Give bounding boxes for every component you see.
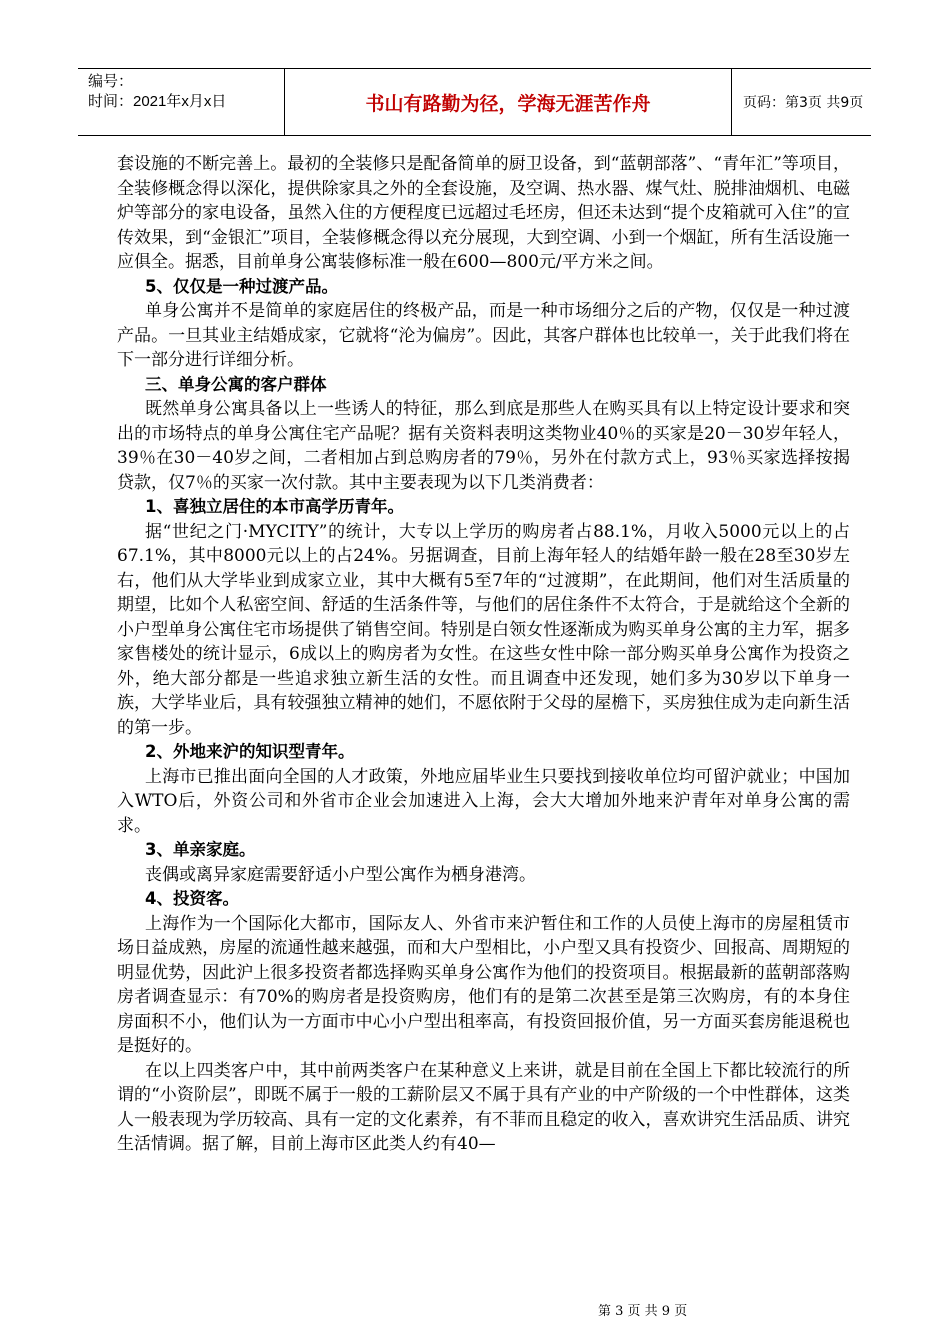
body-paragraph: 上海市已推出面向全国的人才政策，外地应届毕业生只要找到接收单位均可留沪就业；中国加入WTO后，外资公司和外省市企业会加速进入上海，会大大增加外地来沪青年对单身公寓的需求。 [117,766,850,836]
page-info: 页码：第3页 共9页 [743,95,864,111]
motto: 书山有路勤为径，学海无涯苦作舟 [365,92,651,115]
section-heading: 3、单亲家庭。 [145,840,256,859]
body-paragraph: 上海作为一个国际化大都市，国际友人、外省市来沪暂住和工作的人员使上海市的房屋租赁市场日益成熟，房屋的流通性越来越强，而和大户型相比，小户型又具有投资少、回报高、周期短的明显优势，因此沪上很多投资者都选择购买单身公寓作为他们的投资项目。根据最新的蓝朝部落购房者调查显示：有70%的购房者是投资购房，他们有的是第二次甚至是第三次购房，有的本身住房面积不小，他们认为一方面市中心小户型出租率高，有投资回报价值，另一方面买套房能退税也是挺好的。 [117,913,850,1056]
section-heading: 5、仅仅是一种过渡产品。 [145,276,338,296]
section-heading: 4、投资客。 [145,889,239,908]
document-body [117,152,850,1157]
header-page-info [732,69,871,135]
body-paragraph: 在以上四类客户中，其中前两类客户在某种意义上来讲，就是目前在全国上下都比较流行的所谓的“小资阶层”，即既不属于一般的工薪阶层又不属于具有产业的中产阶级的一个中性群体，这类人一般表现为学历较高、具有一定的文化素养，有不菲而且稳定的收入，喜欢讲究生活品质、讲究生活情调。据了解，目前上海市区此类人约有40— [117,1060,850,1154]
date-label: 时间：2021年x月x日 [88,93,227,110]
body-paragraph: 据“世纪之门·MYCITY”的统计，大专以上学历的购房者占88.1%，月收入5000元以上的占67.1%，其中8000元以上的占24%。另据调查，目前上海年轻人的结婚年龄一般在28至30岁左右，他们从大学毕业到成家立业，其中大概有5至7年的“过渡期”，在此期间，他们对生活质量的期望，比如个人私密空间、舒适的生活条件等，与他们的居住条件不太符合，于是就给这个全新的小户型单身公寓住宅市场提供了销售空间。特别是白领女性逐渐成为购买单身公寓的主力军，据多家售楼处的统计显示，6成以上的购房者为女性。在这些女性中除一部分购买单身公寓作为投资之外，绝大部分都是一些追求独立新生活的女性。而且调查中还发现，她们多为30岁以下单身一族，大学毕业后，具有较强独立精神的她们，不愿依附于父母的屋檐下，买房独住成为走向新生活的第一步。 [117,521,850,738]
body-paragraph: 单身公寓并不是简单的家庭居住的终极产品，而是一种市场细分之后的产物，仅仅是一种过渡产品。一旦其业主结婚成家，它就将“沦为偏房”。因此，其客户群体也比较单一，关于此我们将在下一部分进行详细分析。 [117,301,850,370]
section-heading: 2、外地来沪的知识型青年。 [145,742,355,761]
header-motto-cell [285,69,732,135]
body-paragraph: 既然单身公寓具备以上一些诱人的特征，那么到底是那些人在购买具有以上特定设计要求和突出的市场特点的单身公寓住宅产品呢？据有关资料表明这类物业40％的买家是20－30岁年轻人，39％在30－40岁之间，二者相加占到总购房者的79％，另外在付款方式上，93％买家选择按揭贷款，仅7％的买家一次付款。其中主要表现为以下几类消费者： [117,399,850,493]
section-heading: 三、单身公寓的客户群体 [145,374,327,394]
section-heading: 1、喜独立居住的本市高学历青年。 [145,497,404,516]
body-paragraph: 丧偶或离异家庭需要舒适小户型公寓作为栖身港湾。 [145,864,536,885]
page-header [78,68,871,136]
header-meta [78,69,285,135]
page-footer: 第 3 页 共 9 页 [598,1304,688,1319]
code-label: 编号： [88,73,134,90]
body-paragraph: 套设施的不断完善上。最初的全装修只是配备简单的厨卫设备，到“蓝朝部落”、“青年汇”等项目，全装修概念得以深化，提供除家具之外的全套设施，及空调、热水器、煤气灶、脱排油烟机、电磁炉等部分的家电设备，虽然入住的方便程度已远超过毛坯房，但还未达到“提个皮箱就可入住”的宣传效果，到“金银汇”项目，全装修概念得以充分展现，大到空调、小到一个烟缸，所有生活设施一应俱全。据悉，目前单身公寓装修标准一般在600—800元/平方米之间。 [117,154,850,272]
